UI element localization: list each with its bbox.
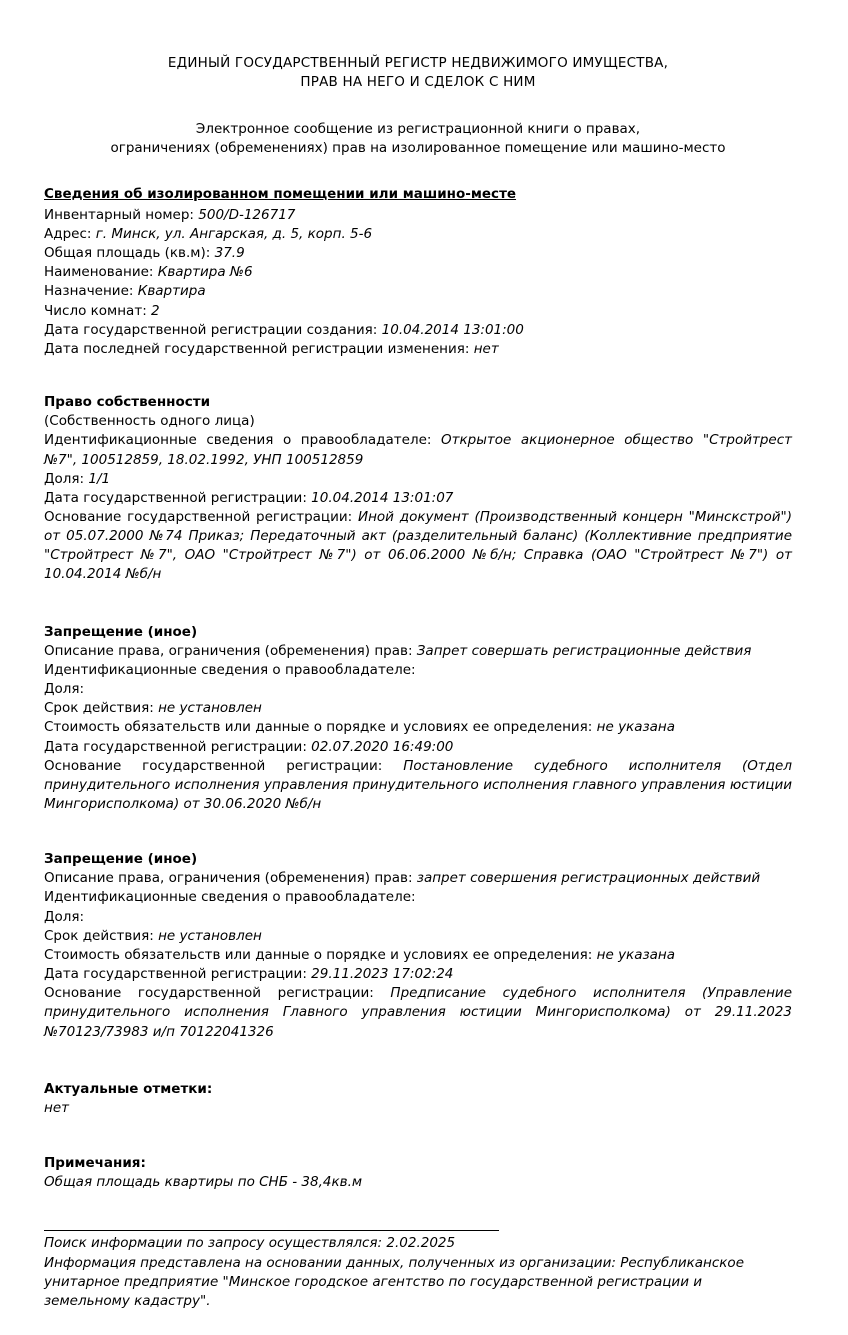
premises-field-name — [44, 263, 792, 282]
premises-field-area-value: 37.9 — [214, 245, 245, 262]
ownership-section — [44, 393, 792, 585]
premises-field-purpose-label: Назначение: — [44, 283, 138, 300]
notes-value: Общая площадь квартиры по СНБ - 38,4кв.м — [44, 1174, 363, 1191]
restriction-basis-label-2: Основание государственной регистрации: — [44, 985, 391, 1002]
premises-field-changed-value: нет — [473, 340, 499, 357]
ownership-subtitle: (Собственность одного лица) — [44, 413, 255, 430]
restriction-description-value-2: запрет совершения регистрационных действий — [416, 870, 761, 887]
premises-field-inventory — [44, 206, 792, 225]
marks-title: Актуальные отметки: — [44, 1080, 213, 1097]
premises-field-created-value: 10.04.2014 13:01:00 — [381, 321, 524, 338]
restriction-cost-2 — [44, 946, 792, 965]
ownership-title: Право собственности — [44, 394, 211, 411]
premises-fields — [44, 206, 792, 359]
restriction-term-2 — [44, 927, 792, 946]
ownership-reg-date-label: Дата государственной регистрации: — [44, 489, 312, 506]
restriction-title-1: Запрещение (иное) — [44, 623, 198, 640]
restriction-description-2 — [44, 869, 792, 888]
restriction-basis-2 — [44, 984, 792, 1041]
premises-field-name-value: Квартира №6 — [157, 264, 253, 281]
premises-field-address — [44, 225, 792, 244]
premises-field-rooms — [44, 302, 792, 321]
restriction-reg-date-label-1: Дата государственной регистрации: — [44, 738, 312, 755]
restriction-holder-2 — [44, 888, 792, 907]
document-header — [44, 54, 792, 92]
premises-field-changed-label: Дата последней государственной регистрации изменения: — [44, 340, 474, 357]
subheader-line-1: Электронное сообщение из регистрационной книги о правах, — [195, 121, 641, 138]
restriction-cost-value-2: не указана — [596, 946, 676, 963]
ownership-holder — [44, 431, 792, 469]
restriction-cost-label-1: Стоимость обязательств или данные о порядке и условиях ее определения: — [44, 719, 597, 736]
premises-field-inventory-label: Инвентарный номер: — [44, 206, 199, 223]
footer-divider — [44, 1230, 499, 1231]
restriction-description-value-1: Запрет совершать регистрационные действия — [416, 642, 752, 659]
premises-field-address-label: Адрес: — [44, 225, 96, 242]
ownership-share-label: Доля: — [44, 470, 89, 487]
premises-field-purpose — [44, 282, 792, 301]
restriction-section-2 — [44, 850, 792, 1042]
restriction-share-1 — [44, 680, 792, 699]
restriction-reg-date-label-2: Дата государственной регистрации: — [44, 966, 312, 983]
ownership-basis — [44, 508, 792, 585]
premises-section — [44, 185, 792, 359]
ownership-holder-value: Открытое акционерное общество "Стройтрест №7", 100512859, 18.02.1992, УНП 100512859 — [44, 432, 793, 468]
restriction-description-label-2: Описание права, ограничения (обременения) прав: — [44, 870, 417, 887]
subheader-line-2: ограничениях (обременениях) прав на изолированное помещение или машино-место — [110, 140, 726, 157]
footer-source-text: Информация представлена на основании данных, полученных из организации: Республиканское унитарное предприятие "Минское городское агентство по государственной регистрации и земельному кадастру". — [44, 1254, 744, 1309]
restriction-description-label-1: Описание права, ограничения (обременения) прав: — [44, 642, 417, 659]
restriction-reg-date-value-2: 29.11.2023 17:02:24 — [311, 966, 454, 983]
restriction-share-label-2: Доля: — [44, 908, 85, 925]
restriction-holder-label-2: Идентификационные сведения о правообладателе: — [44, 889, 416, 906]
restriction-share-label-1: Доля: — [44, 681, 85, 698]
restriction-basis-label-1: Основание государственной регистрации: — [44, 757, 404, 774]
premises-field-created-label: Дата государственной регистрации создания: — [44, 321, 382, 338]
restriction-title-2: Запрещение (иное) — [44, 851, 198, 868]
restriction-basis-1 — [44, 757, 792, 814]
premises-field-rooms-label: Число комнат: — [44, 302, 152, 319]
restriction-term-value-1: не установлен — [158, 700, 262, 717]
restriction-term-label-1: Срок действия: — [44, 700, 159, 717]
ownership-reg-date — [44, 489, 792, 508]
premises-field-name-label: Наименование: — [44, 264, 158, 281]
premises-field-inventory-value: 500/D-126717 — [198, 206, 296, 223]
footer-search-row — [44, 1234, 792, 1253]
restriction-term-value-2: не установлен — [158, 927, 262, 944]
document-footer — [44, 1230, 792, 1311]
premises-title: Сведения об изолированном помещении или машино-месте — [44, 185, 517, 202]
ownership-basis-label: Основание государственной регистрации: — [44, 508, 358, 525]
premises-field-purpose-value: Квартира — [137, 283, 206, 300]
restriction-cost-label-2: Стоимость обязательств или данные о порядке и условиях ее определения: — [44, 946, 597, 963]
footer-search-label: Поиск информации по запросу осуществлялся: — [44, 1235, 387, 1252]
restriction-cost-value-1: не указана — [596, 719, 676, 736]
restriction-reg-date-value-1: 02.07.2020 16:49:00 — [311, 738, 454, 755]
header-line-2: ПРАВ НА НЕГО И СДЕЛОК С НИМ — [300, 74, 536, 91]
premises-field-created — [44, 321, 792, 340]
restriction-term-label-2: Срок действия: — [44, 927, 159, 944]
restriction-holder-label-1: Идентификационные сведения о правообладателе: — [44, 661, 416, 678]
premises-field-address-value: г. Минск, ул. Ангарская, д. 5, корп. 5-6 — [95, 225, 373, 242]
restriction-cost-1 — [44, 718, 792, 737]
footer-search-value: 2.02.2025 — [386, 1235, 456, 1252]
marks-section — [44, 1080, 792, 1118]
premises-field-changed — [44, 340, 792, 359]
restriction-term-1 — [44, 699, 792, 718]
ownership-share — [44, 470, 792, 489]
header-line-1: ЕДИНЫЙ ГОСУДАРСТВЕННЫЙ РЕГИСТР НЕДВИЖИМОГО ИМУЩЕСТВА, — [167, 55, 669, 71]
restriction-share-2 — [44, 908, 792, 927]
notes-title: Примечания: — [44, 1155, 146, 1172]
restriction-basis-value-2: Предписание судебного исполнителя (Управление принудительного исполнения Главного управления юстиции Мингорисполкома) от 29.11.2023 №70123/73983 и/п 70122041326 — [44, 985, 792, 1040]
restriction-basis-value-1: Постановление судебного исполнителя (Отдел принудительного исполнения управления принудительного исполнения главного управления юстиции Мингорисполкома) от 30.06.2020 №б/н — [44, 757, 792, 812]
premises-field-rooms-value: 2 — [151, 302, 160, 319]
premises-field-area-label: Общая площадь (кв.м): — [44, 245, 215, 262]
restriction-description-1 — [44, 642, 792, 661]
notes-section — [44, 1154, 792, 1192]
restriction-reg-date-2 — [44, 965, 792, 984]
ownership-share-value: 1/1 — [88, 470, 111, 487]
document-subheader — [44, 120, 792, 158]
ownership-basis-value: Иной документ (Производственный концерн "Минскстрой") от 05.07.2000 №74 Приказ; Передаточный акт (разделительный баланс) (Коллективние предприятие "Стройтрест №7", ОАО "Стройтрест №7") от 06.06.2000 №б/н; Справка (ОАО "Стройтрест №7") от 10.04.2014 №б/н — [44, 508, 792, 583]
marks-value: нет — [44, 1099, 69, 1116]
restriction-holder-1 — [44, 661, 792, 680]
premises-field-area — [44, 244, 792, 263]
ownership-reg-date-value: 10.04.2014 13:01:07 — [311, 489, 454, 506]
restriction-section-1 — [44, 623, 792, 815]
ownership-holder-label: Идентификационные сведения о правообладателе: — [44, 432, 442, 449]
restriction-reg-date-1 — [44, 738, 792, 757]
